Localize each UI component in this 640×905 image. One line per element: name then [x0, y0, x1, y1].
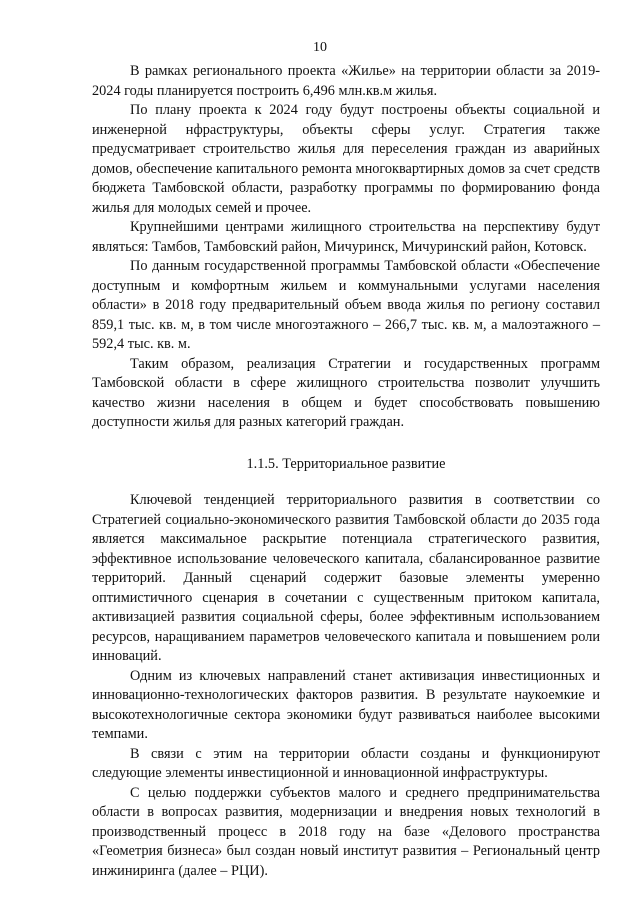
page-number: 10	[313, 40, 327, 55]
paragraph-housing-project: В рамках регионального проекта «Жилье» на территории области за 2019-2024 годы планируется построить 6,496 млн.кв.м жилья.	[92, 63, 600, 99]
paragraph-state-program: По данным государственной программы Тамбовской области «Обеспечение доступным и комфортным жильем и коммунальными услугами населения области» в 2018 году предварительный объем ввода жилья по региону составил 859,1 тыс. кв. м, в том числе многоэтажного – 266,7 тыс. кв. м, а малоэтажного – 592,4 тыс. кв. м.	[92, 258, 600, 352]
paragraph-strategy-conclusion: Таким образом, реализация Стратегии и государственных программ Тамбовской области в сфере жилищного строительства позволит улучшить качество жизни населения в общем и будет способствовать повышению доступности жилья для разных категорий граждан.	[92, 355, 600, 430]
section-heading: 1.1.5. Территориальное развитие	[246, 455, 446, 472]
paragraph-innovation-factors: Одним из ключевых направлений станет активизация инвестиционных и инновационно-технологических факторов развития. В результате наукоемкие и высокотехнологичные сектора экономики будут развиваться наиболее высокими темпами.	[92, 667, 600, 742]
paragraph-territorial-trend: Ключевой тенденцией территориального развития в соответствии со Стратегией социально-экономического развития Тамбовской области до 2035 года является максимальное раскрытие потенциала стратегического развития, эффективное использование человеческого капитала, сбалансированное развитие территорий. Данный сценарий содержит базовые элементы умеренно оптимистичного сценария в сочетании с существенным притоком капитала, активизацией развития социальной сферы, более эффективным использованием ресурсов, наращиванием параметров человеческого капитала и повышением роли инноваций.	[92, 492, 600, 664]
paragraph-project-infrastructure: По плану проекта к 2024 году будут построены объекты социальной и инженерной нфраструктуры, объекты сферы услуг. Стратегия также предусматривает строительство жилья для переселения граждан из аварийных домов, обеспечение капитального ремонта многоквартирных домов за счет средств бюджета Тамбовской области, разработку программы по формированию фонда жилья для молодых семей и прочее.	[92, 102, 600, 216]
paragraph-construction-centers: Крупнейшими центрами жилищного строительства на перспективу будут являться: Тамбов, Тамбовский район, Мичуринск, Мичуринский район, Котовск.	[92, 219, 600, 255]
paragraph-infrastructure-elements: В связи с этим на территории области созданы и функционируют следующие элементы инвестиционной и инновационной инфраструктуры.	[92, 745, 600, 781]
paragraph-engineering-center: С целью поддержки субъектов малого и среднего предпринимательства области в вопросах развития, модернизации и внедрения новых технологий в производственный процесс в 2018 году на базе «Делового пространства «Геометрия бизнеса» был создан новый институт развития – Региональный центр инжиниринга (далее – РЦИ).	[92, 784, 600, 879]
document-body	[92, 62, 600, 881]
